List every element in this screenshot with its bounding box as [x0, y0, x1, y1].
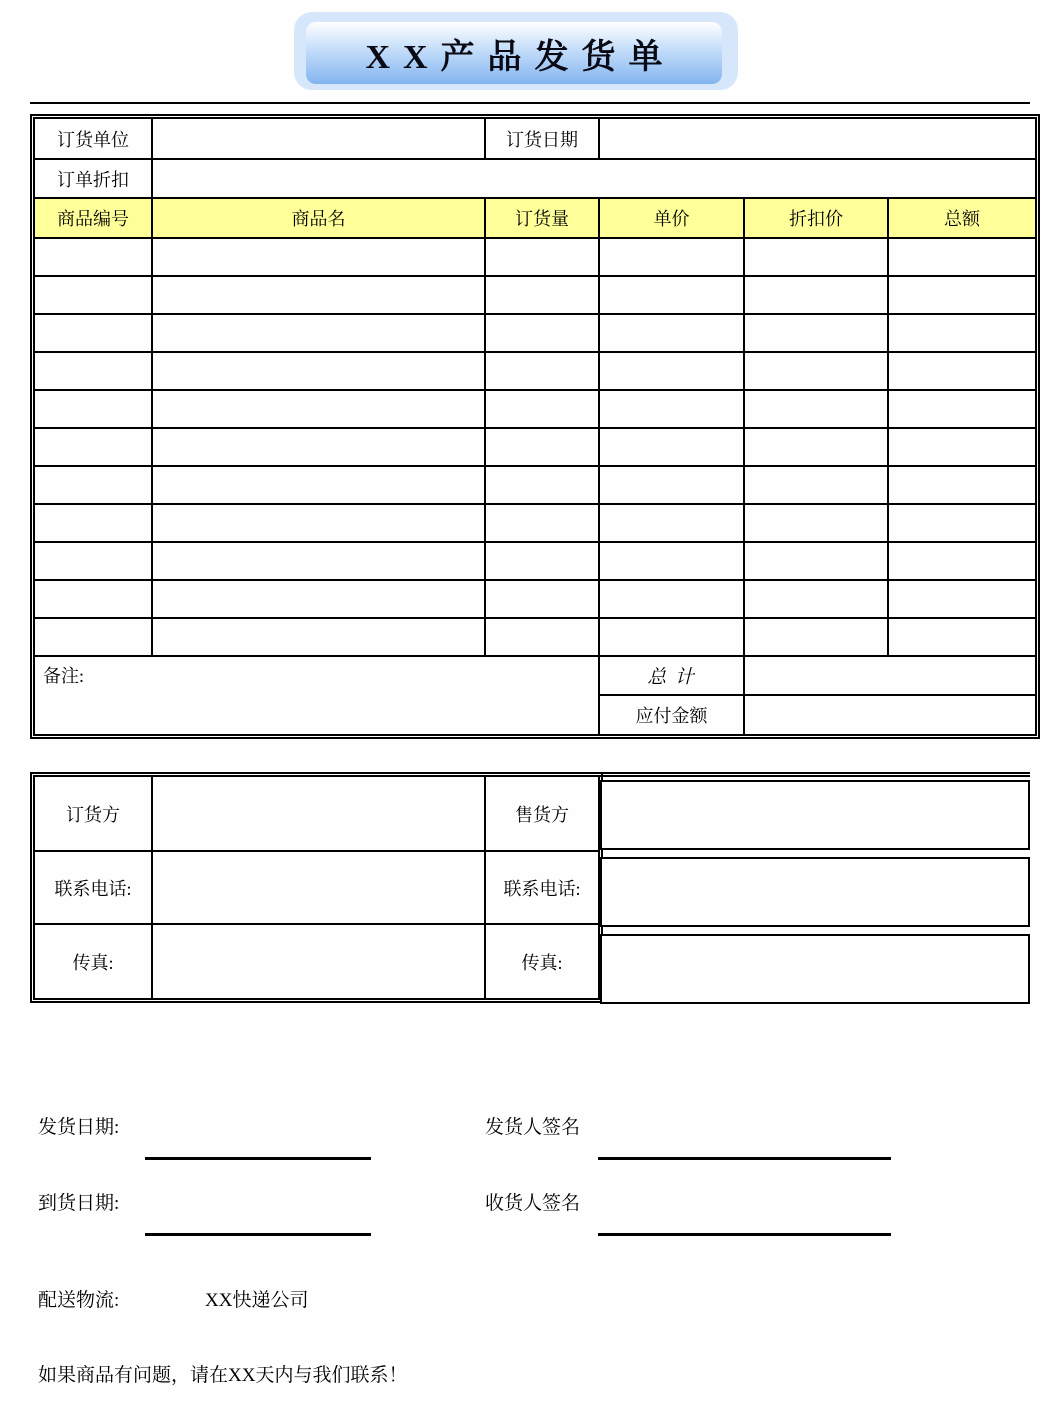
item-cell[interactable] [153, 429, 486, 467]
item-row [35, 543, 1035, 581]
total-label: 总 计 [600, 657, 745, 696]
contact-row-party [35, 777, 598, 852]
item-cell[interactable] [745, 315, 889, 353]
item-cell[interactable] [600, 391, 745, 429]
contact-table [30, 772, 603, 1003]
item-cell[interactable] [486, 315, 600, 353]
item-cell[interactable] [600, 505, 745, 543]
seller-fax-value-box[interactable] [600, 934, 1030, 1004]
item-cell[interactable] [889, 277, 1035, 315]
ship-date-label: 发货日期: [38, 1117, 120, 1138]
item-cell[interactable] [600, 315, 745, 353]
orderer-party-label: 订货方 [35, 777, 153, 852]
item-cell[interactable] [153, 353, 486, 391]
orderer-phone-label: 联系电话: [35, 852, 153, 925]
item-cell[interactable] [35, 277, 153, 315]
orderer-phone-value-cell[interactable] [153, 852, 486, 925]
item-row [35, 239, 1035, 277]
item-row [35, 429, 1035, 467]
item-cell[interactable] [486, 429, 600, 467]
item-cell[interactable] [486, 467, 600, 505]
item-cell[interactable] [486, 391, 600, 429]
arrival-date-line [145, 1233, 371, 1236]
item-cell[interactable] [745, 353, 889, 391]
item-cell[interactable] [153, 505, 486, 543]
item-row [35, 277, 1035, 315]
order-info-row [35, 119, 1035, 160]
discount-value-cell[interactable] [153, 160, 1035, 199]
item-cell[interactable] [153, 619, 486, 657]
item-cell[interactable] [486, 543, 600, 581]
logistics-label: 配送物流: [38, 1290, 120, 1311]
item-cell[interactable] [889, 581, 1035, 619]
seller-party-value-box[interactable] [600, 780, 1030, 850]
payable-value-cell[interactable] [745, 696, 1035, 734]
item-cell[interactable] [889, 239, 1035, 277]
title-banner [306, 22, 722, 84]
item-cell[interactable] [889, 429, 1035, 467]
logistics-value: XX快递公司 [205, 1290, 309, 1311]
item-cell[interactable] [486, 353, 600, 391]
item-cell[interactable] [889, 315, 1035, 353]
item-cell[interactable] [889, 543, 1035, 581]
item-cell[interactable] [745, 619, 889, 657]
order-items-table [30, 114, 1040, 739]
item-cell[interactable] [486, 581, 600, 619]
notes-cell[interactable] [35, 657, 600, 734]
top-rule-line [30, 102, 1030, 104]
item-cell[interactable] [889, 391, 1035, 429]
item-cell[interactable] [745, 581, 889, 619]
orderer-party-value-cell[interactable] [153, 777, 486, 852]
item-cell[interactable] [745, 543, 889, 581]
item-cell[interactable] [35, 581, 153, 619]
item-row [35, 581, 1035, 619]
item-row [35, 353, 1035, 391]
column-header-unit-price: 单价 [600, 199, 745, 239]
shipper-signature-label: 发货人签名 [485, 1117, 581, 1138]
seller-party-label: 售货方 [486, 777, 598, 852]
item-cell[interactable] [600, 353, 745, 391]
item-cell[interactable] [600, 429, 745, 467]
item-cell[interactable] [35, 619, 153, 657]
orderer-fax-label: 传真: [35, 925, 153, 998]
shipper-signature-line [598, 1157, 891, 1160]
form-title: XX产品发货单 [365, 38, 676, 76]
orderer-label: 订货单位 [35, 119, 153, 160]
item-cell[interactable] [745, 505, 889, 543]
item-cell[interactable] [486, 239, 600, 277]
payable-label: 应付金额 [600, 696, 745, 734]
item-cell[interactable] [35, 543, 153, 581]
items-header-row [35, 199, 1035, 239]
total-value-cell[interactable] [745, 657, 1035, 696]
item-cell[interactable] [600, 239, 745, 277]
item-cell[interactable] [153, 581, 486, 619]
item-cell[interactable] [153, 315, 486, 353]
item-cell[interactable] [35, 315, 153, 353]
item-cell[interactable] [35, 353, 153, 391]
item-cell[interactable] [745, 277, 889, 315]
item-cell[interactable] [153, 467, 486, 505]
item-cell[interactable] [35, 429, 153, 467]
item-cell[interactable] [153, 239, 486, 277]
order-date-label: 订货日期 [486, 119, 600, 160]
orderer-value-cell[interactable] [153, 119, 486, 160]
item-cell[interactable] [889, 505, 1035, 543]
item-cell[interactable] [889, 353, 1035, 391]
contact-section [30, 772, 1030, 1008]
column-header-product-id: 商品编号 [35, 199, 153, 239]
item-cell[interactable] [745, 239, 889, 277]
item-cell[interactable] [153, 277, 486, 315]
item-cell[interactable] [35, 505, 153, 543]
item-row [35, 467, 1035, 505]
column-header-total: 总额 [889, 199, 1035, 239]
item-cell[interactable] [153, 543, 486, 581]
receiver-signature-label: 收货人签名 [485, 1193, 581, 1214]
seller-phone-label: 联系电话: [486, 852, 598, 925]
item-row [35, 619, 1035, 657]
item-row [35, 505, 1035, 543]
item-row [35, 315, 1035, 353]
contact-row-phone [35, 852, 598, 925]
notes-label: 备注: [43, 666, 85, 686]
discount-row [35, 160, 1035, 199]
item-cell[interactable] [600, 467, 745, 505]
contact-row-fax [35, 925, 598, 998]
item-cell[interactable] [600, 277, 745, 315]
item-cell[interactable] [486, 277, 600, 315]
item-cell[interactable] [745, 467, 889, 505]
contact-right-top-rule [598, 772, 1030, 777]
item-cell[interactable] [153, 391, 486, 429]
summary-row-total [35, 657, 1035, 696]
column-header-discount-price: 折扣价 [745, 199, 889, 239]
item-cell[interactable] [35, 467, 153, 505]
item-cell[interactable] [889, 467, 1035, 505]
column-header-product-name: 商品名 [153, 199, 486, 239]
seller-phone-value-box[interactable] [600, 857, 1030, 927]
ship-date-line [145, 1157, 371, 1160]
item-cell[interactable] [600, 581, 745, 619]
arrival-date-label: 到货日期: [38, 1193, 120, 1214]
footer-note: 如果商品有问题，请在XX天内与我们联系！ [38, 1365, 408, 1386]
item-cell[interactable] [486, 619, 600, 657]
item-cell[interactable] [600, 543, 745, 581]
column-header-quantity: 订货量 [486, 199, 600, 239]
seller-fax-label: 传真: [521, 952, 563, 973]
item-row [35, 391, 1035, 429]
item-cell[interactable] [35, 239, 153, 277]
item-cell[interactable] [600, 619, 745, 657]
item-cell[interactable] [889, 619, 1035, 657]
order-date-value-cell[interactable] [600, 119, 1035, 160]
item-cell[interactable] [35, 391, 153, 429]
item-cell[interactable] [486, 505, 600, 543]
item-cell[interactable] [745, 391, 889, 429]
item-cell[interactable] [745, 429, 889, 467]
receiver-signature-line [598, 1233, 891, 1236]
discount-label: 订单折扣 [35, 160, 153, 199]
orderer-fax-value-cell[interactable] [153, 925, 486, 998]
